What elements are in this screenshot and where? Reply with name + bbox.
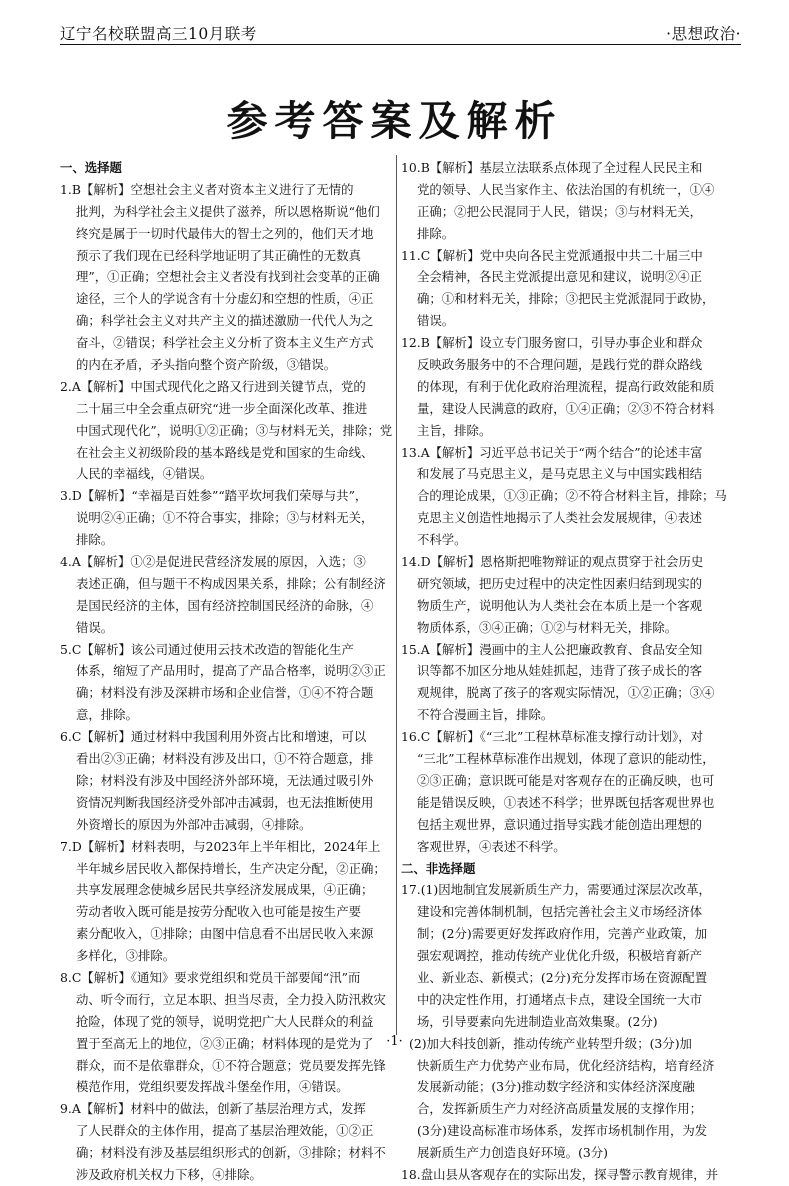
text-line: 观规律，脱离了孩子的客观实际情况，①②正确；③④: [417, 685, 715, 701]
text-line: 二、非选择题: [401, 860, 476, 876]
text-line: 强宏观调控，推动传统产业优化升级，积极培育新产: [417, 948, 702, 964]
text-line: 物质体系，③④正确；①②与材料无关，排除。: [417, 619, 678, 635]
text-line: 涉及政府机关权力下移，④排除。: [76, 1166, 262, 1182]
column-divider: [396, 155, 397, 1035]
text-line: 制；(2分)需要更好发挥政府作用，完善产业政策，加: [417, 926, 708, 942]
text-line: 展新质生产力创造良好环境。(3分): [417, 1145, 609, 1161]
text-line: 7.D【解析】材料表明，与2023年上半年相比，2024年上: [60, 838, 381, 854]
text-line: 抢险，体现了党的领导，说明党把广大人民群众的利益: [76, 1013, 374, 1029]
text-line: 错误。: [417, 313, 455, 329]
text-line: 表述正确，但与题干不构成因果关系，排除；公有制经济: [76, 575, 386, 591]
text-line: 12.B【解析】设立专门服务窗口，引导办事企业和群众: [401, 335, 703, 351]
right-column: [401, 157, 740, 1186]
text-line: 错误。: [76, 619, 114, 635]
text-line: 中的决定性作用，打通堵点卡点，建设全国统一大市: [417, 991, 702, 1007]
text-line: 模范作用，党组织要发挥战斗堡垒作用，④错误。: [76, 1079, 349, 1095]
page-title: 参考答案及解析: [226, 97, 563, 145]
text-line: 素分配收入，①排除；由图中信息看不出居民收入来源: [76, 926, 374, 942]
text-line: ②③正确；意识既可能是对客观存在的正确反映，也可: [417, 772, 715, 788]
text-line: 确；材料没有涉及基层组织形式的创新，③排除；材料不: [76, 1145, 386, 1161]
text-line: 了人民群众的主体作用，提高了基层治理效能，①②正: [76, 1123, 374, 1139]
text-line: 的内在矛盾，矛头指向整个资产阶级，③错误。: [76, 357, 337, 373]
text-line: 不符合漫画主旨，排除。: [417, 707, 554, 723]
text-line: 主旨，排除。: [417, 422, 492, 438]
left-column: [60, 157, 393, 1186]
text-line: 发展新动能；(3分)推动数字经济和实体经济深度融: [417, 1079, 695, 1095]
text-line: 一、选择题: [60, 160, 122, 175]
text-line: 快新质生产力优势产业布局，优化经济结构，培育经济: [417, 1057, 715, 1073]
text-line: 确；①和材料无关，排除；③把民主党派混同于政协，: [417, 291, 715, 307]
text-line: 18.盘山县从客观存在的实际出发，探寻警示教育规律，并: [401, 1166, 719, 1182]
text-line: 看出②③正确；材料没有涉及出口，①不符合题意，排: [76, 751, 374, 767]
text-line: 合的理论成果，①③正确；②不符合材料主旨，排除；马: [417, 488, 727, 504]
text-line: 半年城乡居民收入都保持增长，生产决定分配，②正确；: [76, 860, 386, 876]
text-line: 客观世界，④表述不科学。: [417, 838, 566, 854]
text-line: 批判，为科学社会主义提供了滋养，所以恩格斯说“他们: [76, 203, 380, 219]
text-line: 15.A【解析】漫画中的主人公把廉政教育、食品安全知: [401, 641, 703, 657]
text-line: 17.(1)因地制宜发展新质生产力，需要通过深层次改革，: [401, 882, 711, 898]
text-line: 排除。: [76, 532, 114, 548]
text-line: 多样化，③排除。: [76, 948, 176, 964]
text-line: 确；科学社会主义对共产主义的描述激励一代代人为之: [76, 313, 374, 329]
text-line: 不科学。: [417, 532, 467, 548]
text-line: 研究领域，把历史过程中的决定性因素归结到现实的: [417, 575, 702, 591]
text-line: 置于至高无上的地位，②③正确；材料体现的是党为了: [76, 1035, 374, 1051]
text-line: 3.D【解析】“幸福是百姓参”“踏平坎坷我们荣辱与共”，: [60, 488, 368, 504]
text-line: 党的领导、人民当家作主、依法治国的有机统一，①④: [417, 181, 715, 197]
text-line: 13.A【解析】习近平总书记关于“两个结合”的论述丰富: [401, 444, 703, 460]
text-line: 意，排除。: [76, 707, 138, 723]
text-line: 劳动者收入既可能是按劳分配收入也可能是按生产要: [76, 904, 361, 920]
text-line: 全会精神，各民主党派提出意见和建议，说明②④正: [417, 269, 702, 285]
text-line: 9.A【解析】材料中的做法，创新了基层治理方式，发挥: [60, 1101, 366, 1117]
text-line: 和发展了马克思主义，是马克思主义与中国实践相结: [417, 466, 702, 482]
text-line: 10.B【解析】基层立法联系点体现了全过程人民民主和: [401, 160, 703, 175]
header-rule: [60, 44, 741, 45]
text-line: 2.A【解析】中国式现代化之路又行进到关键节点，党的: [60, 378, 366, 394]
text-line: 说明②④正确；①不符合事实，排除；③与材料无关，: [76, 510, 374, 526]
text-line: 物质生产，说明他认为人类社会在本质上是一个客观: [417, 597, 702, 613]
text-line: 正确；②把公民混同于人民，错误；③与材料无关，: [417, 203, 702, 219]
text-line: 识等都不加区分地从娃娃抓起，违背了孩子成长的客: [417, 663, 702, 679]
text-line: 11.C【解析】党中央向各民主党派通报中共二十届三中: [401, 247, 703, 263]
text-line: 二十届三中全会重点研究“进一步全面深化改革、推进: [76, 400, 368, 416]
text-line: (2)加大科技创新，推动传统产业转型升级；(3分)加: [409, 1035, 692, 1051]
text-line: 建设和完善体制机制，包括完善社会主义市场经济体: [417, 904, 702, 920]
text-line: 14.D【解析】恩格斯把唯物辩证的观点贯穿于社会历史: [401, 554, 704, 570]
text-line: 5.C【解析】该公司通过使用云技术改造的智能化生产: [60, 641, 354, 657]
text-line: 终究是属于一切时代最伟大的智士之列的，他们天才地: [76, 225, 374, 241]
text-line: 奋斗，②错误；科学社会主义分析了资本主义生产方式: [76, 335, 374, 351]
text-line: 包括主观世界，意识通过指导实践才能创造出理想的: [417, 816, 702, 832]
text-line: 合，发挥新质生产力对经济高质量发展的支撑作用；: [417, 1101, 702, 1117]
text-line: 动、听令而行，立足本职、担当尽责，全力投入防汛救灾: [76, 991, 386, 1007]
text-line: 中国式现代化”，说明①②正确；③与材料无关，排除；党: [76, 422, 393, 438]
text-line: 量，建设人民满意的政府，①④正确；②③不符合材料: [417, 400, 715, 416]
text-line: 是国民经济的主体，国有经济控制国民经济的命脉，④: [76, 597, 374, 613]
text-line: 预示了我们现在已经科学地证明了其正确性的无数真: [76, 247, 361, 263]
header-exam-name: 辽宁名校联盟高三10月联考: [60, 25, 257, 43]
text-line: 4.A【解析】①②是促进民营经济发展的原因，入选；③: [60, 554, 366, 570]
text-line: 能是错误反映，①表述不科学；世界既包括客观世界也: [417, 794, 715, 810]
text-line: 业、新业态、新模式；(2分)充分发挥市场在资源配置: [417, 969, 708, 985]
text-line: 确；材料没有涉及深耕市场和企业信誉，①④不符合题: [76, 685, 374, 701]
page-header: [60, 18, 741, 44]
text-line: 外资增长的原因为外部冲击减弱，④排除。: [76, 816, 312, 832]
text-line: 1.B【解析】空想社会主义者对资本主义进行了无情的: [60, 181, 354, 197]
text-line: 除；材料没有涉及中国经济外部环境，无法通过吸引外: [76, 772, 374, 788]
text-line: 场，引导要素向先进制造业高效集聚。(2分): [417, 1013, 658, 1029]
text-line: 16.C【解析】《“三北”工程林草标准支撑行动计划》，对: [401, 729, 704, 745]
text-line: 克思主义创造性地揭示了人类社会发展规律，④表述: [417, 510, 702, 526]
page-number: ·1·: [386, 1034, 403, 1049]
text-line: 共享发展理念使城乡居民共享经济发展成果，④正确；: [76, 882, 374, 898]
text-line: 体系，缩短了产品用时，提高了产品合格率，说明②③正: [76, 663, 386, 679]
text-line: 8.C【解析】《通知》要求党组织和党员干部要闻“汛”而: [60, 969, 361, 985]
text-line: 人民的幸福线，④错误。: [76, 466, 213, 482]
text-line: 途径，三个人的学说含有十分虚幻和空想的性质，④正: [76, 291, 374, 307]
text-line: 在社会主义初级阶段的基本路线是党和国家的生命线、: [76, 444, 374, 460]
text-line: 资情况判断我国经济受外部冲击减弱，也无法推断使用: [76, 794, 374, 810]
text-line: 6.C【解析】通过材料中我国利用外资占比和增速，可以: [60, 729, 367, 745]
text-line: “三北”工程林草标准作出规划，体现了意识的能动性，: [417, 751, 715, 767]
text-line: 排除。: [417, 225, 455, 241]
text-line: (3分)建设高标准市场体系，发挥市场机制作用，为发: [417, 1123, 708, 1139]
text-line: 理”，①正确；空想社会主义者没有找到社会变革的正确: [76, 269, 380, 285]
text-line: 的体现，有利于优化政府治理流程，提高行政效能和质: [417, 378, 715, 394]
text-line: 群众，而不是依靠群众，①不符合题意；党员要发挥先锋: [76, 1057, 386, 1073]
header-subject: ·思想政治·: [666, 25, 741, 43]
text-line: 反映政务服务中的不合理问题，是践行党的群众路线: [417, 357, 702, 373]
